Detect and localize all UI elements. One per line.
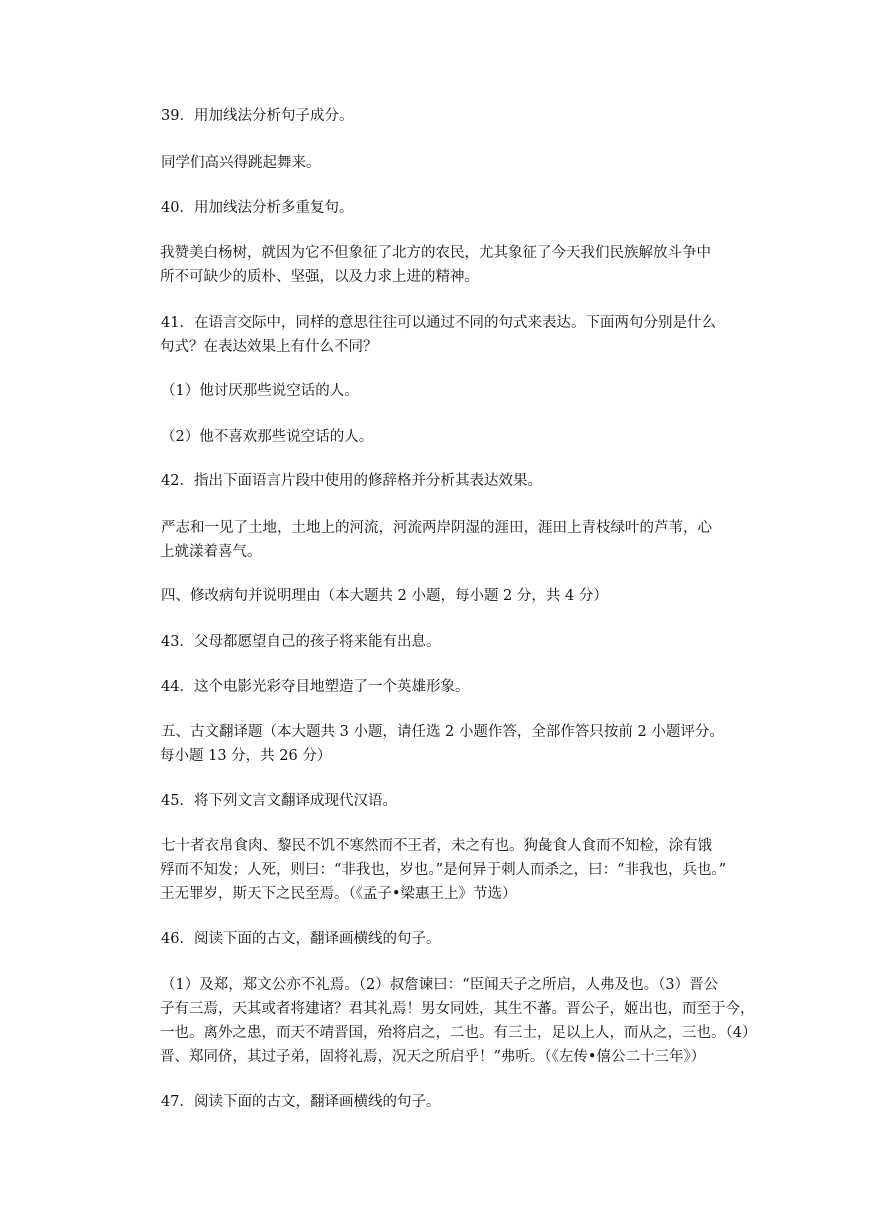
question-40-title: 40．用加线法分析多重复句。 — [161, 200, 354, 216]
question-42-text-line: 严志和一见了土地，土地上的河流，河流两岸阴湿的涯田，涯田上青枝绿叶的芦苇，心 — [161, 520, 712, 536]
question-39-sentence: 同学们高兴得跳起舞来。 — [161, 155, 321, 171]
question-46-text-line: 一也。离外之患，而天不靖晋国，殆将启之，二也。有三士，足以上人，而从之，三也。（4） — [160, 1025, 757, 1041]
question-40-text-line: 所不可缺少的质朴、坚强，以及力求上进的精神。 — [160, 269, 479, 285]
question-46-title: 46．阅读下面的古文，翻译画横线的句子。 — [161, 931, 441, 947]
question-45-text-line: 王无罪岁，斯天下之民至焉。（《孟子•梁惠王上》节选） — [160, 886, 517, 902]
question-47-title: 47．阅读下面的古文，翻译画横线的句子。 — [161, 1094, 441, 1110]
section-4-heading: 四、修改病句并说明理由（本大题共 2 小题，每小题 2 分，共 4 分） — [161, 588, 608, 604]
question-39-title: 39．用加线法分析句子成分。 — [161, 108, 354, 124]
question-42-text-line: 上就漾着喜气。 — [160, 544, 262, 560]
question-42-title: 42．指出下面语言片段中使用的修辞格并分析其表达效果。 — [161, 473, 542, 489]
question-46-text-line: （1）及郑，郑文公亦不礼焉。（2）叔詹谏曰：“臣闻天子之所启，人弗及也。（3）晋公 — [161, 977, 719, 993]
question-46-text-line: 子有三焉，天其或者将建诸？君其礼焉！男女同姓，其生不蕃。晋公子，姬出也，而至于今， — [160, 1001, 755, 1017]
question-43: 43．父母都愿望自己的孩子将来能有出息。 — [161, 634, 441, 650]
question-45-text-line: 七十者衣帛食肉、黎民不饥不寒然而不王者，未之有也。狗彘食人食而不知检，涂有饿 — [161, 838, 712, 854]
question-45-text-line: 殍而不知发；人死，则曰：“非我也，岁也。”是何异于刺人而杀之，曰：“非我也，兵也。” — [160, 862, 727, 878]
question-41-title-line: 41．在语言交际中，同样的意思往往可以通过不同的句式来表达。下面两句分别是什么 — [161, 315, 716, 331]
question-46-text-line: 晋、郑同侪，其过子弟，固将礼焉，况天之所启乎！”弗听。（《左传•僖公二十三年》） — [160, 1049, 706, 1065]
question-41-item-1: （1）他讨厌那些说空话的人。 — [161, 383, 359, 399]
question-44: 44．这个电影光彩夺目地塑造了一个英雄形象。 — [161, 679, 470, 695]
question-40-text-line: 我赞美白杨树，就因为它不但象征了北方的农民，尤其象征了今天我们民族解放斗争中 — [160, 245, 711, 261]
section-5-heading-line: 每小题 13 分，共 26 分） — [160, 748, 332, 764]
section-5-heading-line: 五、古文翻译题（本大题共 3 小题，请任选 2 小题作答，全部作答只按前 2 小题评分。 — [161, 724, 724, 740]
question-41-item-2: （2）他不喜欢那些说空话的人。 — [161, 429, 374, 445]
question-45-title: 45．将下列文言文翻译成现代汉语。 — [161, 793, 397, 809]
question-41-title-line: 句式？在表达效果上有什么不同？ — [160, 339, 378, 355]
